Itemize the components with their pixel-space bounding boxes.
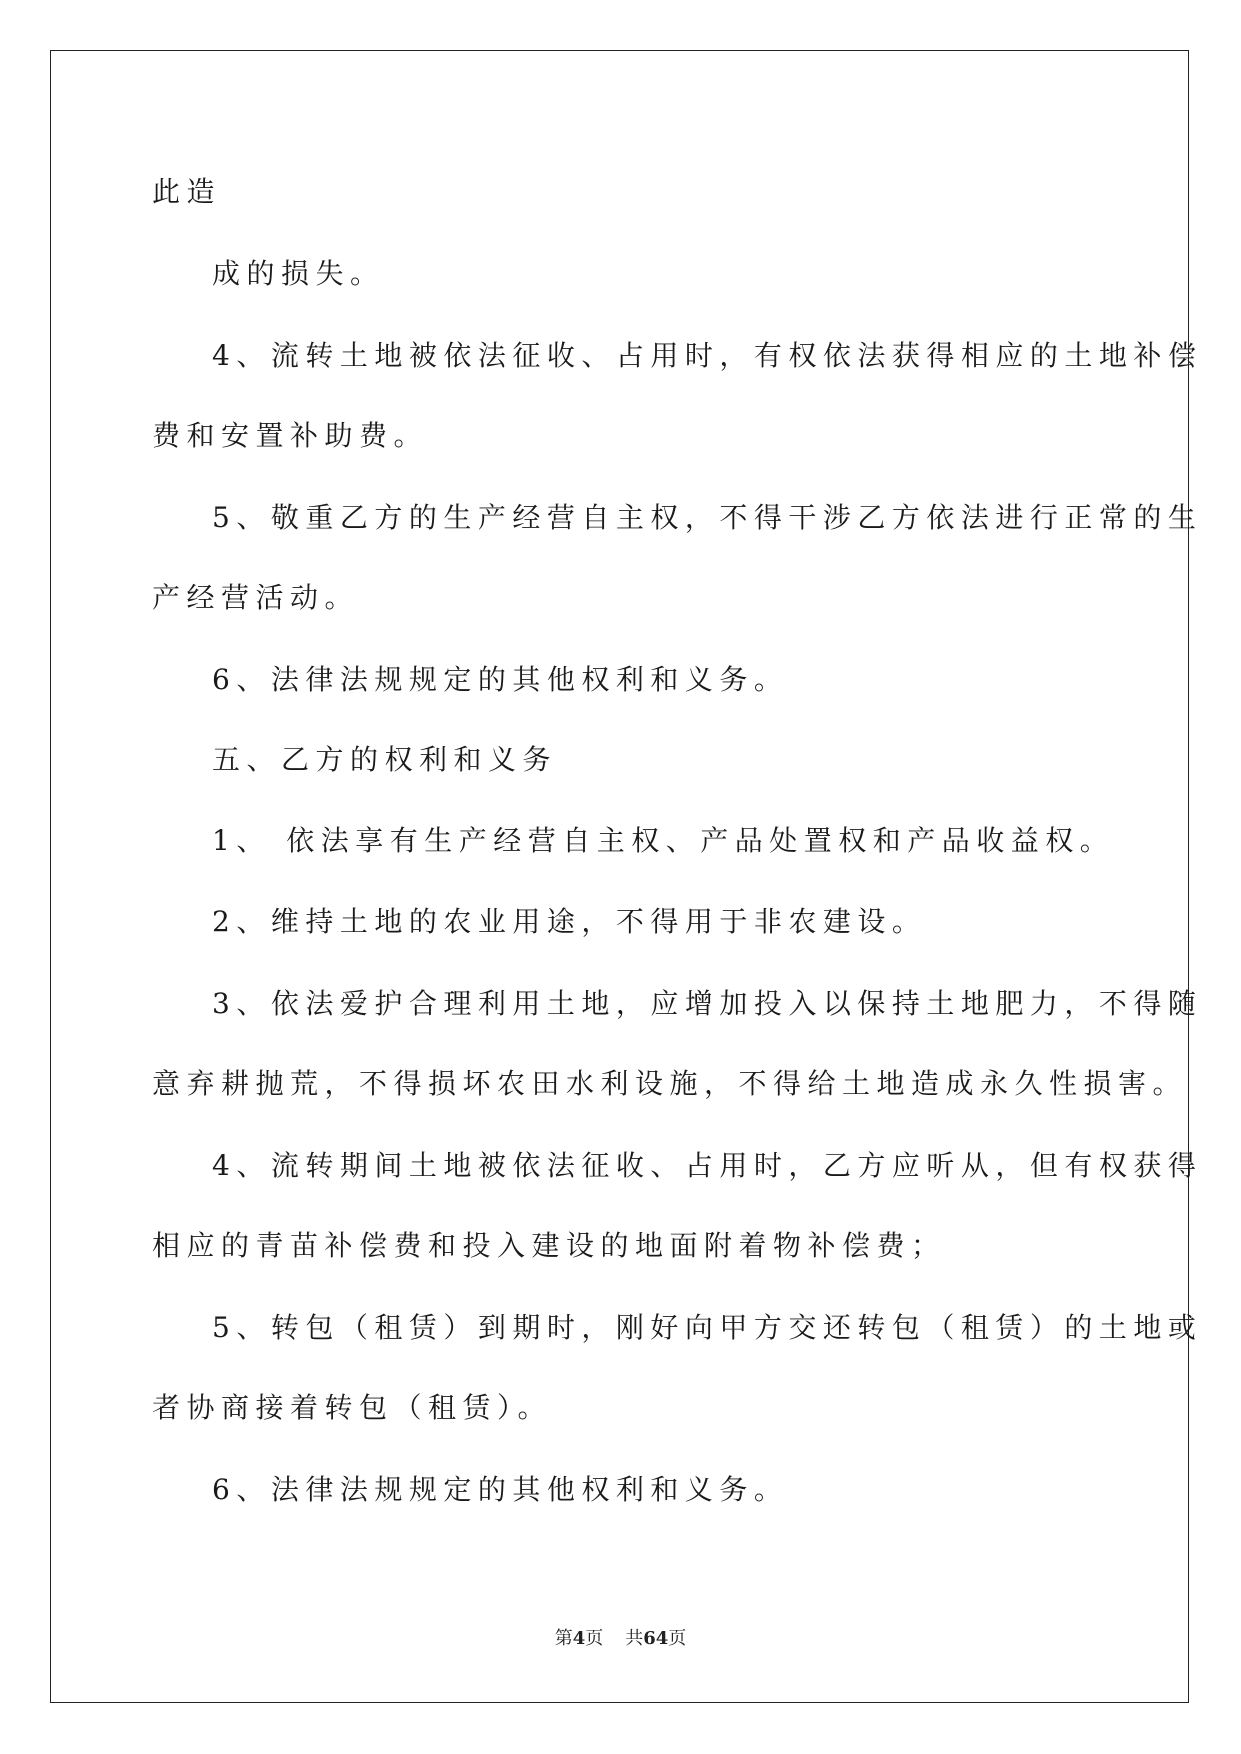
text-line-5: 5、敬重乙方的生产经营自主权，不得干涉乙方依法进行正常的生 bbox=[212, 501, 1203, 534]
text-line-2: 成的损失。 bbox=[212, 257, 385, 290]
page-suffix: 页 bbox=[585, 1628, 604, 1649]
total-prefix: 共 bbox=[625, 1628, 644, 1649]
section-heading: 五、乙方的权利和义务 bbox=[212, 743, 558, 776]
text-line-13: 4、流转期间土地被依法征收、占用时，乙方应听从，但有权获得 bbox=[212, 1149, 1203, 1182]
page-prefix: 第 bbox=[554, 1628, 573, 1649]
text-line-11: 3、依法爱护合理利用土地，应增加投入以保持土地肥力，不得随 bbox=[212, 987, 1203, 1020]
text-line-3: 4、流转土地被依法征收、占用时，有权依法获得相应的土地补偿 bbox=[212, 339, 1203, 372]
text-line-1: 此造 bbox=[152, 175, 222, 208]
text-line-7: 6、法律法规规定的其他权利和义务。 bbox=[212, 663, 789, 696]
text-line-12: 意弃耕抛荒，不得损坏农田水利设施，不得给土地造成永久性损害。 bbox=[152, 1067, 1188, 1100]
text-line-16: 者协商接着转包（租赁）。 bbox=[152, 1391, 553, 1424]
text-line-10: 2、维持土地的农业用途，不得用于非农建设。 bbox=[212, 905, 927, 938]
page-footer bbox=[0, 1627, 1241, 1651]
total-suffix: 页 bbox=[668, 1628, 687, 1649]
text-line-9: 1、 依法享有生产经营自主权、产品处置权和产品收益权。 bbox=[212, 824, 1115, 857]
text-line-6: 产经营活动。 bbox=[152, 581, 360, 614]
total-pages: 64 bbox=[643, 1628, 669, 1649]
page-border bbox=[50, 50, 1189, 1703]
text-line-15: 5、转包（租赁）到期时，刚好向甲方交还转包（租赁）的土地或 bbox=[212, 1311, 1203, 1344]
text-line-4: 费和安置补助费。 bbox=[152, 419, 429, 452]
text-line-17: 6、法律法规规定的其他权利和义务。 bbox=[212, 1473, 789, 1506]
text-line-14: 相应的青苗补偿费和投入建设的地面附着物补偿费； bbox=[152, 1229, 946, 1262]
page-number: 4 bbox=[572, 1628, 586, 1649]
